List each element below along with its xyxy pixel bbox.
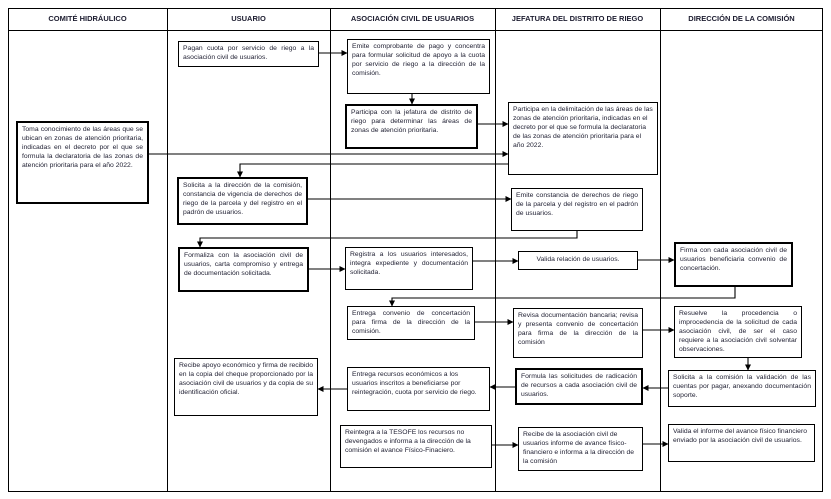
flow-box-jefatura-emite-constancia: Emite constancia de derechos de riego de la parcela y del registro en el padrón de usuarios. <box>511 188 643 231</box>
flow-box-usuario-recibe-apoyo: Recibe apoyo económico y firma de recibido en la copia del cheque proporcionado por la asociación civil de usuarios y da copia de su identificación oficial. <box>174 358 318 416</box>
lane-divider <box>660 8 661 491</box>
lane-header-4: JEFATURA DEL DISTRITO DE RIEGO <box>511 14 644 24</box>
lane-header-2: USUARIO <box>231 14 266 24</box>
lane-header-3: ASOCIACIÓN CIVIL DE USUARIOS <box>350 14 475 24</box>
flow-box-jefatura-participa-delimitacion: Participa en la delimitación de las áreas de las zonas de atención prioritaria, indicadas en el decreto por el que se formula la declaratoria de las zonas de atención prioritaria para el año 2022. <box>508 102 658 175</box>
flow-box-asociacion-entrega-convenio: Entrega convenio de concertación para firma de la dirección de la comisión. <box>347 306 475 340</box>
flow-box-jefatura-formula-solicitudes: Formula las solicitudes de radicación de recursos a cada asociación civil de usuarios. <box>515 368 643 405</box>
flow-box-jefatura-valida-relacion: Valida relación de usuarios. <box>518 251 638 270</box>
flow-box-direccion-solicita-validacion: Solicita a la comisión la validación de las cuentas por pagar, anexando documentación soporte. <box>668 370 816 407</box>
lane-divider <box>495 8 496 491</box>
flow-box-jefatura-revisa-documentacion: Revisa documentación bancaria; revisa y presenta convenio de concertación para firma de la dirección de la comisión <box>513 308 643 358</box>
header-separator <box>8 30 823 31</box>
lane-divider <box>330 8 331 491</box>
flow-box-direccion-resuelve-procedencia: Resuelve la procedencia o improcedencia de la solicitud de cada asociación civil, de ser el caso requiere a la asociación civil solventar observaciones. <box>674 306 802 358</box>
flow-box-asociacion-reintegra-tesofe: Reintegra a la TESOFE los recursos no devengados e informa a la dirección de la comisión el avance Físico-Finaciero. <box>340 425 492 468</box>
flow-box-direccion-firma-convenio: Firma con cada asociación civil de usuarios beneficiaria convenio de concertación. <box>674 242 793 287</box>
flow-box-asociacion-emite-comprobante: Emite comprobante de pago y concentra para formular solicitud de apoyo a la cuota por servicio de riego a la dirección de la comisión. <box>347 39 490 94</box>
lane-divider <box>167 8 168 491</box>
flow-box-usuario-formaliza-carta: Formaliza con la asociación civil de usuarios, carta compromiso y entrega de documentación solicitada. <box>178 247 309 292</box>
flow-box-asociacion-participa-jefatura: Participa con la jefatura de distrito de riego para determinar las áreas de zonas de atención prioritaria. <box>345 104 478 149</box>
flow-box-asociacion-registra-usuarios: Registra a los usuarios interesados, integra expediente y documentación solicitada. <box>345 247 473 290</box>
lane-header-5: DIRECCIÓN DE LA COMISIÓN <box>688 14 795 24</box>
flow-box-direccion-valida-informe: Valida el informe del avance físico financiero enviado por la asociación civil de usuarios. <box>668 424 815 462</box>
flow-box-asociacion-entrega-recursos: Entrega recursos económicos a los usuarios inscritos a beneficiarse por reintegración, cuota por servicio de riego. <box>347 367 490 411</box>
flow-box-jefatura-recibe-informe: Recibe de la asociación civil de usuarios informe de avance físico-financiero e informa a la dirección de la comisión <box>518 427 643 471</box>
flow-box-usuario-paga-cuota: Pagan cuota por servicio de riego a la asociación civil de usuarios. <box>178 41 319 67</box>
flow-box-usuario-solicita-constancia: Solicita a la dirección de la comisión, constancia de vigencia de derechos de riego de la parcela y del registro en el padrón de usuarios. <box>177 177 308 225</box>
flow-box-comite-toma-conocimiento: Toma conocimiento de las áreas que se ubican en zonas de atención prioritaria, indicadas en el decreto por el que se formula la declaratoria de las zonas de atención prioritaria para el año 2022. <box>16 121 149 204</box>
lane-header-1: COMITÉ HIDRÁULICO <box>48 14 127 24</box>
